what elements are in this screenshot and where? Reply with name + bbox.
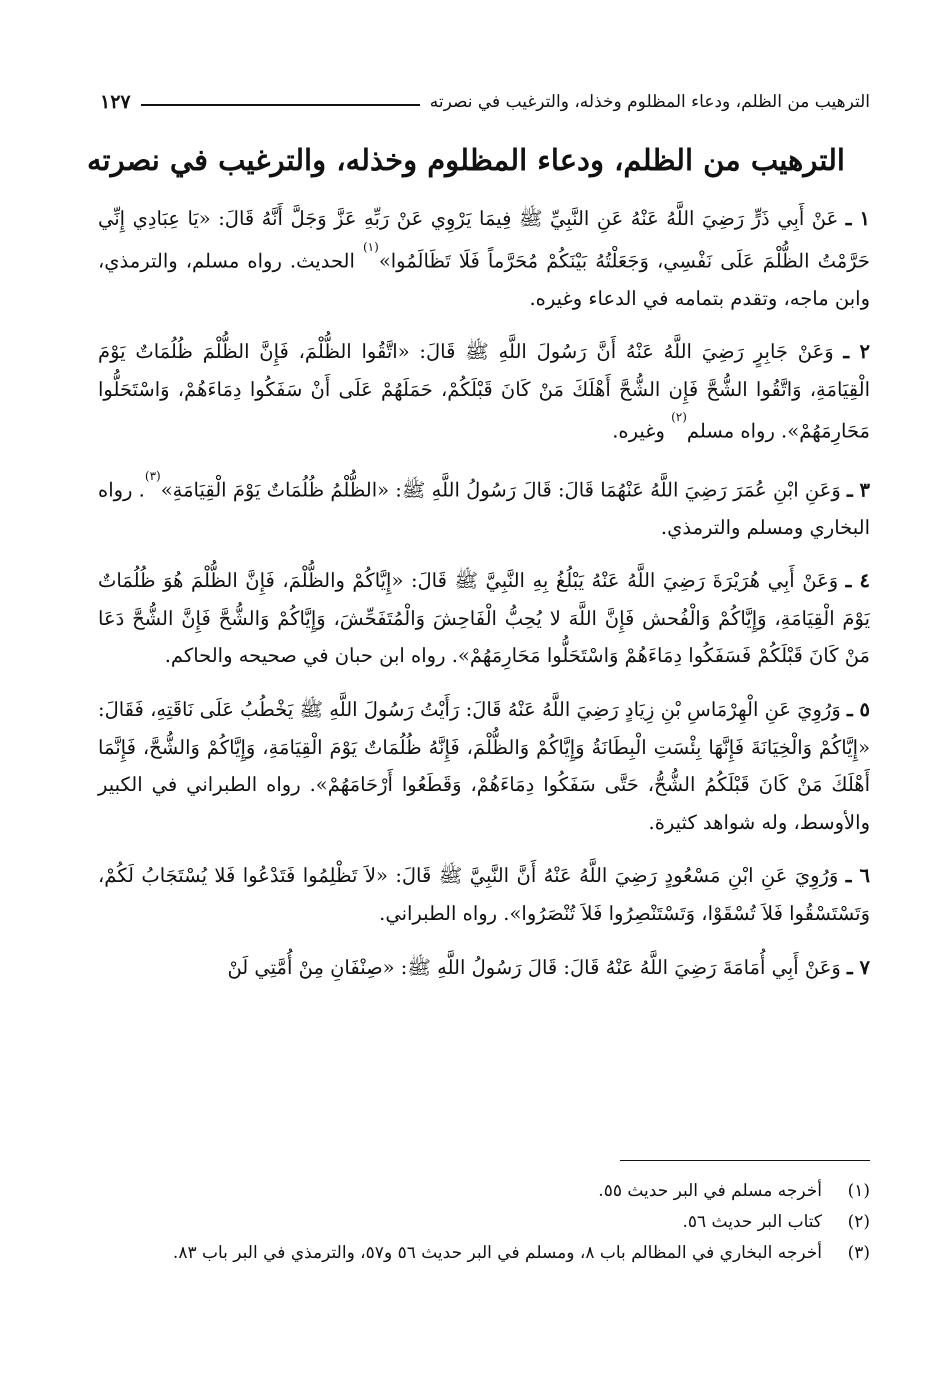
footnote-number: (٣) [847,1243,870,1263]
footnote-number: (٢) [847,1212,870,1232]
hadith-text: وَعَنْ أَبِي هُرَيْرَةَ رَضِيَ اللَّهُ عَنْهُ يَبْلُغُ بِهِ النَّبِيَّ ﷺ قَالَ: «إِيَّاكُمْ والظُّلْمَ، فَإِنَّ الظُّلْمَ هُوَ ظُلُمَاتٌ يَوْمَ الْقِيَامَةِ، وَإِيَّاكُمْ وَالْفُحش فَإِنَّ اللَّهَ لا يُحِبُّ الْفَاحِشَ وَالْمُتَفَحِّشَ، وَإِيَّاكُمْ وَالشُّحَّ فَإِنَّ الشُّحَّ دَعَا مَنْ كَانَ قَبْلَكُمْ فَسَفَكُوا دِمَاءَهُمْ وَاسْتَحَلُّوا مَحَارِمَهُمْ». رواه ابن حبان في صحيحه والحاكم. [98,569,870,668]
footnotes [98,1176,870,1269]
footnote-divider [620,1160,870,1161]
main-text [98,200,870,1002]
footnote-reference[interactable]: (١) [362,239,379,254]
hadith-text: وَعَنْ أَبِي أُمَامَةَ رَضِيَ اللَّهُ عَنْهُ قَالَ: قَالَ رَسُولُ اللَّهِ ﷺ: «صِنْفَانِ مِنْ أُمَّتِي لَنْ [227,955,841,979]
hadith-source: وغيره. [612,419,672,443]
footnote-number: (١) [847,1181,870,1201]
hadith-number: ٣ ـ [846,478,870,502]
footnote-1 [98,1176,870,1207]
hadith-2 [98,333,870,450]
footnote-text: أخرجه مسلم في البر حديث ٥٥. [598,1181,822,1201]
hadith-1 [98,200,870,317]
running-header [100,88,870,116]
hadith-number: ٢ ـ [843,340,870,364]
hadith-3 [98,467,870,547]
hadith-text: وَعَنْ جَابِرٍ رَضِيَ اللَّهُ عَنْهُ أَنَّ رَسُولَ اللَّهِ ﷺ قَالَ: «اتَّقُوا الظُّلْمَ، فَإِنَّ الظُّلْمَ ظُلُمَاتٌ يَوْمَ الْقِيَامَةِ، وَاتَّقُوا الشُّحَّ فَإِن الشُّحَّ أَهْلَكَ مَنْ كَانَ قَبْلَكُمْ، حَمَلَهُمْ عَلَى أَنْ سَفَكُوا دِمَاءَهُمْ، وَاسْتَحَلُّوا مَحَارِمَهُمْ». رواه مسلم [98,340,870,443]
footnote-2 [98,1207,870,1238]
footnote-reference[interactable]: (٢) [671,410,687,425]
hadith-5 [98,691,870,841]
page-number: ١٢٧ [100,91,131,113]
hadith-text: وَرُوِيَ عَنِ ابْنِ مَسْعُودٍ رَضِيَ اللَّهُ عَنْهُ أَنَّ النَّبِيَّ ﷺ قَالَ: «لاَ تَظْلِمُوا فَتَدْعُوا فَلا يُسْتَجَابُ لَكُمْ، وَتَسْتَسْقُوا فَلاَ تُسْقَوْا، وَتَسْتَنْصِرُوا فَلاَ تُنْصَرُوا». رواه الطبراني. [98,864,870,925]
hadith-7 [98,949,870,987]
hadith-number: ١ ـ [845,207,870,230]
hadith-6 [98,857,870,932]
footnote-text: أخرجه البخاري في المظالم باب ٨، ومسلم في البر حديث ٥٦ و٥٧، والترمذي في البر باب ٨٣. [172,1243,822,1263]
hadith-4 [98,562,870,675]
hadith-number: ٧ ـ [847,955,870,979]
hadith-number: ٥ ـ [847,698,870,722]
hadith-number: ٤ ـ [845,569,870,593]
footnote-3 [98,1238,870,1269]
footnote-text: كتاب البر حديث ٥٦. [682,1212,822,1232]
hadith-text: عَنْ أَبِي ذَرٍّ رَضِيَ اللَّهُ عَنْهُ عَنِ النَّبِيِّ ﷺ فِيمَا يَرْوِي عَنْ رَبِّهِ عَزَّ وَجَلَّ أَنَّهُ قَالَ: «يَا عِبَادِي إِنِّي حَرَّمْتُ الظُّلْمَ عَلَى نَفْسِي، وَجَعَلْتُهُ بَيْنَكُمْ مُحَرَّماً فَلَا تَظَالَمُوا» [98,207,870,273]
hadith-text: وَعَنِ ابْنِ عُمَرَ رَضِيَ اللَّهُ عَنْهُمَا قَالَ: قَالَ رَسُولُ اللَّهِ ﷺ: «الظُّلْمُ ظُلُمَاتٌ يَوْمَ الْقِيَامَةِ» [160,478,841,502]
header-rule [141,104,420,106]
hadith-source: الحديث. رواه مسلم، والترمذي، وابن ماجه، وتقدم بتمامه في الدعاء وغيره. [98,249,870,310]
hadith-source: . رواه البخاري ومسلم والترمذي. [98,478,870,539]
hadith-text: وَرُوِيَ عَنِ الْهِرْمَاسِ بْنِ زِيَادٍ رَضِيَ اللَّهُ عَنْهُ قَالَ: رَأَيْتُ رَسُولَ اللَّهِ ﷺ يَخْطُبُ عَلَى نَاقَتِهِ، فَقَالَ: «إِيَّاكُمْ وَالْخِيَانَةَ فَإِنَّهَا بِئْسَتِ الْبِطَانَةُ وَإِيَّاكُمْ وَالظُّلْمَ، فَإِنَّهُ ظُلُمَاتٌ يَوْمَ الْقِيَامَةِ، وَإِيَّاكُمْ وَالشُّحَّ، فَإِنَّمَا أَهْلَكَ مَنْ كَانَ قَبْلَكُمُ الشُّحُّ، حَتَّى سَفَكُوا دِمَاءَهُمْ، وَقَطَعُوا أَرْحَامَهُمْ». رواه الطبراني في الكبير والأوسط، وله شواهد كثيرة. [98,698,870,834]
running-title: الترهيب من الظلم، ودعاء المظلوم وخذله، والترغيب في نصرته [429,92,870,112]
chapter-title: الترهيب من الظلم، ودعاء المظلوم وخذله، والترغيب في نصرته [87,143,845,177]
hadith-number: ٦ ـ [845,864,870,888]
footnote-reference[interactable]: (٣) [144,468,161,483]
